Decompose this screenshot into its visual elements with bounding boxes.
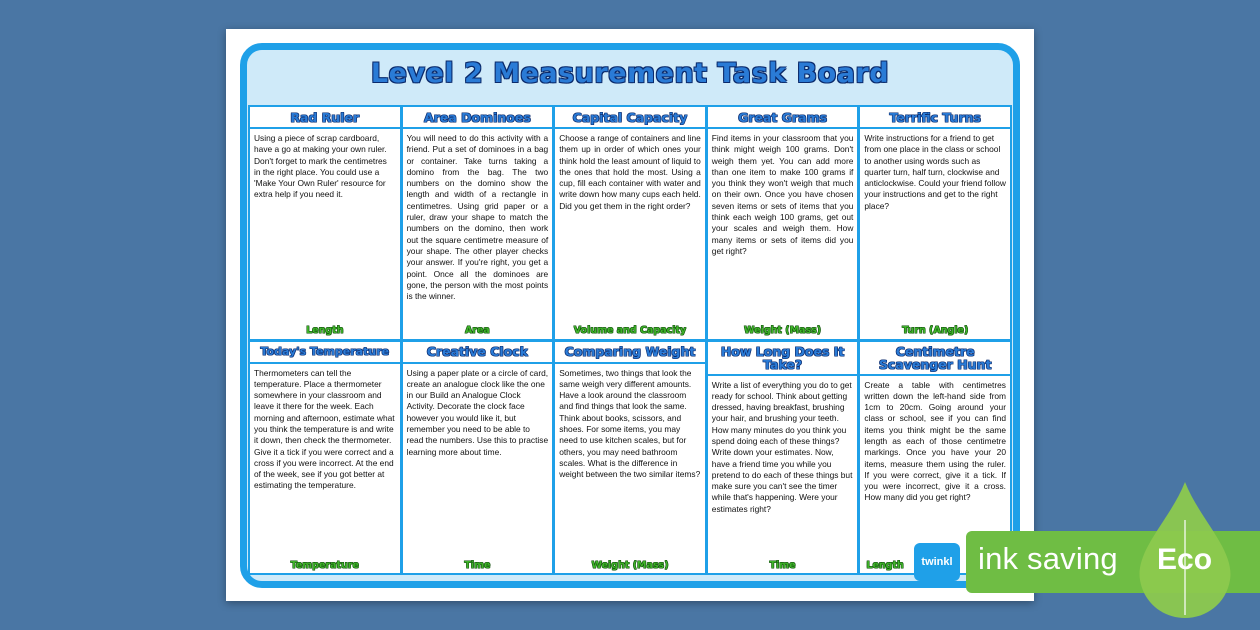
card-category: Temperature — [290, 559, 359, 571]
card-category: Weight (Mass) — [744, 325, 822, 336]
card-text: Sometimes, two things that look the same weigh very different amounts. Have a look around the classroom and find things that look the same. Think about books, scissors, and shoes. For some items, you may need to use kitchen scales, but for others, you may need bathroom scales. What is the difference in weight between the two similar items? — [559, 367, 701, 480]
task-card-creative-clock — [403, 342, 553, 574]
task-card-todays-temperature — [250, 342, 400, 574]
card-category: Length — [306, 325, 344, 336]
task-board-frame — [240, 43, 1020, 588]
task-card-capital-capacity — [555, 107, 705, 339]
card-category: Weight (Mass) — [591, 559, 669, 571]
card-title: Terrific Turns — [860, 107, 1010, 129]
task-card-area-dominoes — [403, 107, 553, 339]
card-title: Area Dominoes — [403, 107, 553, 129]
card-title: Capital Capacity — [555, 107, 705, 129]
task-grid — [248, 105, 1012, 575]
card-title: Creative Clock — [403, 342, 553, 364]
card-title: Great Grams — [708, 107, 858, 129]
card-title: How Long Does It Take? — [708, 342, 858, 376]
task-card-rad-ruler — [250, 107, 400, 339]
task-card-how-long — [708, 342, 858, 574]
task-board-page — [226, 29, 1034, 601]
card-title: Comparing Weight — [555, 342, 705, 364]
card-text: Create a table with centimetres written down the left-hand side from 1cm to 20cm. Going around your class or school, see if you can find items you think might be the same length as each of those centimetre markings. Once you have your 20 items, measure them using the ruler. If you were correct, give it a tick. If you were incorrect, give it a cross. How many did you get right? — [864, 379, 1006, 503]
card-text: Choose a range of containers and line them up in order of which ones your think hold the least amount of liquid to the ones that hold the most. Using a cup, fill each container with water and write down how many cups each held. Did you get them in the right order? — [559, 133, 701, 211]
ink-saving-text: ink saving — [978, 541, 1118, 576]
card-title: Centimetre Scavenger Hunt — [860, 342, 1010, 376]
eco-label: Eco — [1157, 543, 1213, 576]
card-category: Turn (Angle) — [902, 325, 969, 336]
card-text: Thermometers can tell the temperature. Place a thermometer somewhere in your classroom and leave it there for the week. Each morning and afternoon, estimate what you think the temperature is and write it down, then check the thermometer. Give it a tick if you were correct and a cross if you were incorrect. At the end of the week, see if you got better at estimating the temperature. — [254, 367, 395, 491]
task-card-great-grams — [708, 107, 858, 339]
card-text: Write a list of everything you do to get ready for school. Think about getting dressed, having breakfast, brushing your hair, and brushing your teeth. How many minutes do you think you spend doing each of these things? Write down your estimates. Now, have a friend time you while you pretend to do each of these things but make sure you can't see the timer while that's happening. Were your estimates right? — [711, 379, 853, 514]
card-category: Length — [866, 559, 904, 571]
task-card-comparing-weight — [555, 342, 705, 574]
card-category: Time — [464, 559, 491, 571]
board-title: Level 2 Measurement Task Board — [370, 58, 890, 89]
task-card-terrific-turns — [860, 107, 1010, 339]
card-title: Today's Temperature — [250, 342, 400, 364]
card-text: Write instructions for a friend to get from one place in the class or school to another using words such as quarter turn, half turn, clockwise and anticlockwise. Could your friend follow your instructions and get to the right place? — [864, 133, 1006, 211]
card-category: Area — [464, 325, 490, 336]
card-text: Using a paper plate or a circle of card, create an analogue clock like the one in our Build an Analogue Clock Activity. Decorate the clock face however you would like it, but remember you need to be able to read the numbers. Use this to practise learning more about time. — [406, 367, 549, 457]
card-category: Time — [769, 559, 796, 571]
card-text: Find items in your classroom that you think might weigh 100 grams. Don't weigh them yet. You can add more than one item to make 100 grams if you think they won't weigh that much on their own. Once you have chosen seven items or sets of items that you think each weigh 100 grams, get out your scales and weigh them. How many items or sets of items did you get right? — [711, 133, 854, 256]
card-title: Rad Ruler — [250, 107, 400, 129]
card-text: Using a piece of scrap cardboard, have a go at making your own ruler. Don't forget to mark the centimetres in the right place. You could use a 'Make Your Own Ruler' resource for extra help if you need it. — [254, 133, 387, 200]
card-text: You will need to do this activity with a friend. Put a set of dominoes in a bag or container. Take turns taking a domino from the bag. The two numbers on the domino show the length and width of a rectangle in centimetres. Using grid paper or a ruler, draw your shape to match the numbers on the domino, then work out the square centimetre measure of your shape. The other player checks your answer. If you're right, you get a point. Once all the dominoes are gone, the person with the most points is the winner. — [406, 133, 549, 302]
twinkl-logo: twinkl — [914, 543, 960, 581]
card-category: Volume and Capacity — [573, 325, 687, 336]
